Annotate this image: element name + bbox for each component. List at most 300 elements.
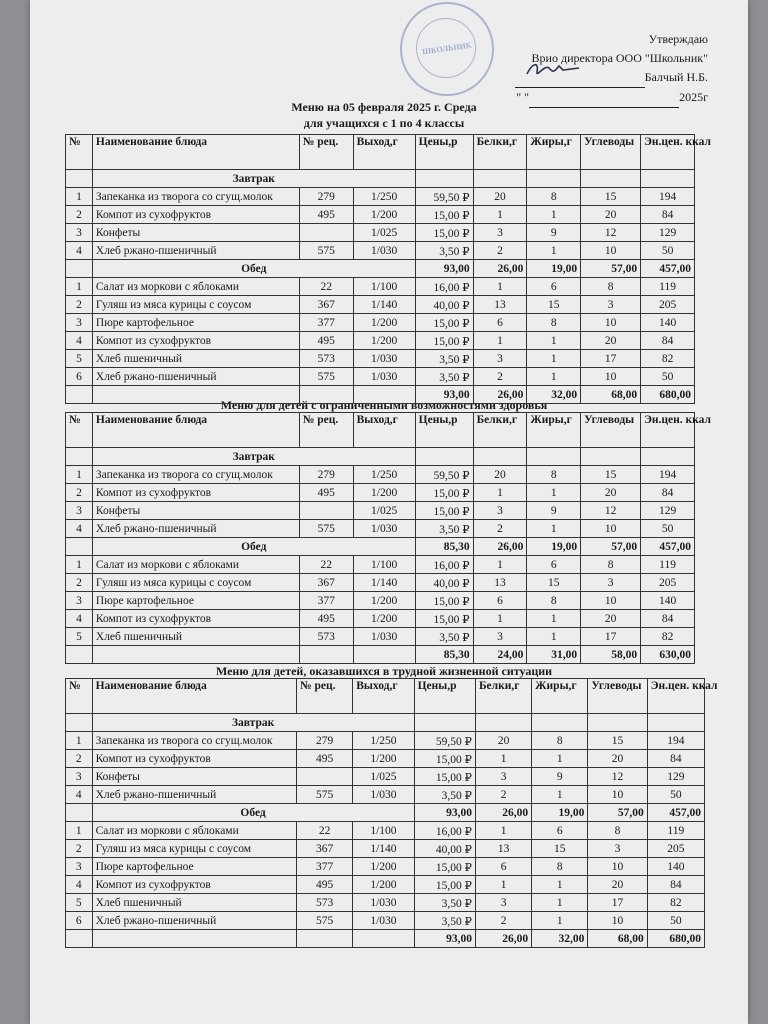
table-cell: 59,50 ₽ (415, 188, 473, 206)
table-cell: 15,00 ₽ (414, 750, 475, 768)
meal-total: 93,00 (414, 804, 475, 822)
empty-cell (66, 538, 93, 556)
table-cell: 279 (297, 732, 353, 750)
table-cell: 3 (473, 628, 527, 646)
menu-table-ovz (65, 412, 711, 664)
table-cell: 2 (66, 296, 93, 314)
table-cell: 1 (66, 556, 93, 574)
table-row (66, 314, 695, 332)
table-cell: 3,50 ₽ (415, 368, 473, 386)
grand-total: 93,00 (414, 930, 475, 948)
table-cell: 194 (641, 188, 695, 206)
table-cell: 2 (66, 206, 93, 224)
table-cell: 10 (581, 592, 641, 610)
table-cell: 6 (473, 314, 527, 332)
table-cell: 2 (66, 750, 93, 768)
table-cell: 3,50 ₽ (415, 628, 473, 646)
table-cell: 205 (641, 574, 695, 592)
column-header: Цены,р (415, 413, 473, 448)
table-cell: 1 (527, 520, 581, 538)
table-cell: 1 (473, 206, 527, 224)
table-cell: 4 (66, 332, 93, 350)
table-cell: Хлеб ржано-пшеничный (92, 368, 299, 386)
table-cell: 1/200 (353, 876, 414, 894)
grand-total: 24,00 (473, 646, 527, 664)
empty-cell (588, 714, 647, 732)
meal-label: Завтрак (92, 448, 415, 466)
table-cell: 1 (66, 822, 93, 840)
column-header: Эн.цен. ккал (647, 679, 704, 714)
approval-block (515, 30, 708, 108)
table-row (66, 592, 695, 610)
table-cell: 17 (588, 894, 647, 912)
table-cell: Конфеты (92, 502, 299, 520)
table-cell: 13 (475, 840, 531, 858)
table-cell: 1/200 (353, 750, 414, 768)
table-cell: 3 (66, 314, 93, 332)
meal-total: 93,00 (415, 260, 473, 278)
meal-total: 85,30 (415, 538, 473, 556)
table-cell: 1 (527, 350, 581, 368)
table-cell: 194 (647, 732, 704, 750)
table-cell: 8 (581, 278, 641, 296)
empty-cell (641, 170, 695, 188)
table-cell: 4 (66, 786, 93, 804)
table-cell: 15,00 ₽ (415, 332, 473, 350)
table-cell: 3 (66, 502, 93, 520)
table-row (66, 206, 695, 224)
table-cell: 1 (527, 628, 581, 646)
table-cell: 119 (647, 822, 704, 840)
table-cell: 575 (299, 242, 353, 260)
table-row (66, 912, 705, 930)
grand-total: 26,00 (475, 930, 531, 948)
table-cell: 1 (527, 332, 581, 350)
table-cell: 22 (299, 556, 353, 574)
table-cell: 15,00 ₽ (414, 768, 475, 786)
table-cell: 3 (581, 296, 641, 314)
table-cell: 2 (475, 786, 531, 804)
table-cell: 16,00 ₽ (415, 278, 473, 296)
table-cell: 1/030 (353, 350, 415, 368)
empty-cell (581, 170, 641, 188)
table-cell: 1 (66, 466, 93, 484)
column-header: Углеводы (581, 413, 641, 448)
table-row (66, 840, 705, 858)
table-cell: 4 (66, 876, 93, 894)
empty-cell (297, 930, 353, 948)
table-cell: 2 (473, 520, 527, 538)
table-cell: Хлеб ржано-пшеничный (92, 520, 299, 538)
table-cell: 367 (299, 574, 353, 592)
meal-header-row (66, 448, 695, 466)
table-cell: 575 (297, 912, 353, 930)
table-cell: Гуляш из мяса курицы с соусом (92, 574, 299, 592)
meal-total: 19,00 (527, 260, 581, 278)
table-cell: Конфеты (92, 768, 296, 786)
table-cell: 495 (299, 332, 353, 350)
table-row (66, 368, 695, 386)
table-cell: 1/030 (353, 912, 414, 930)
empty-cell (527, 448, 581, 466)
empty-cell (415, 170, 473, 188)
table-header-row (66, 679, 705, 714)
table-row (66, 332, 695, 350)
table-cell: 9 (527, 224, 581, 242)
column-header: Жиры,г (527, 413, 581, 448)
table-cell: Запеканка из творога со сгущ.молок (92, 732, 296, 750)
empty-cell (527, 170, 581, 188)
table-cell: 15 (581, 188, 641, 206)
approval-position: Врио директора ООО "Школьник" (531, 51, 708, 65)
column-header: Наименование блюда (92, 135, 299, 170)
table-cell: 575 (297, 786, 353, 804)
table-row (66, 556, 695, 574)
table-cell: 10 (588, 858, 647, 876)
table-cell: 573 (299, 628, 353, 646)
table-cell: 575 (299, 368, 353, 386)
table-cell: 6 (527, 278, 581, 296)
section-title-tjs: Меню для детей, оказавшихся в трудной жизненной ситуации (215, 664, 553, 678)
table-cell: 20 (581, 484, 641, 502)
empty-cell (415, 448, 473, 466)
table-cell: 22 (299, 278, 353, 296)
table-cell (299, 224, 353, 242)
table-cell: Хлеб ржано-пшеничный (92, 912, 296, 930)
table-cell: 1/250 (353, 188, 415, 206)
empty-cell (92, 386, 299, 404)
table-cell: 4 (66, 610, 93, 628)
table-row (66, 858, 705, 876)
table-cell: 1/030 (353, 894, 414, 912)
table-cell: 6 (532, 822, 588, 840)
table-cell: 1 (473, 332, 527, 350)
grand-total: 680,00 (647, 930, 704, 948)
table-cell: 1/140 (353, 840, 414, 858)
table-cell: 1/100 (353, 556, 415, 574)
table-cell: 1/200 (353, 610, 415, 628)
table-row (66, 502, 695, 520)
table-cell: 22 (297, 822, 353, 840)
column-header: Жиры,г (532, 679, 588, 714)
table-cell: 1/200 (353, 484, 415, 502)
table-cell: Гуляш из мяса курицы с соусом (92, 296, 299, 314)
table-row (66, 188, 695, 206)
table-cell: 2 (66, 484, 93, 502)
empty-cell (66, 714, 93, 732)
table-cell: 3,50 ₽ (415, 520, 473, 538)
column-header: № рец. (297, 679, 353, 714)
table-cell: 84 (641, 332, 695, 350)
meal-header-row (66, 714, 705, 732)
table-cell: 1 (473, 278, 527, 296)
table-cell: 1/200 (353, 592, 415, 610)
meal-total: 19,00 (532, 804, 588, 822)
column-header: Жиры,г (527, 135, 581, 170)
table-cell: Салат из моркови с яблоками (92, 822, 296, 840)
meal-total: 457,00 (641, 260, 695, 278)
table-cell: 1 (532, 894, 588, 912)
table-cell: 1/025 (353, 224, 415, 242)
table-cell: 10 (581, 368, 641, 386)
table-cell: 119 (641, 556, 695, 574)
meal-total: 26,00 (473, 538, 527, 556)
table-cell: 13 (473, 574, 527, 592)
column-header: Выход,г (353, 679, 414, 714)
table-cell: 1 (473, 484, 527, 502)
table-cell: 50 (641, 242, 695, 260)
table-cell: 15 (581, 466, 641, 484)
table-cell: 377 (299, 314, 353, 332)
table-cell: 2 (66, 574, 93, 592)
table-cell: 9 (527, 502, 581, 520)
table-cell: 1 (473, 556, 527, 574)
table-cell: 1 (475, 750, 531, 768)
meal-total: 57,00 (581, 260, 641, 278)
table-cell: 1 (66, 278, 93, 296)
table-cell: 1/250 (353, 466, 415, 484)
table-cell: 1/100 (353, 822, 414, 840)
table-cell: 1/200 (353, 332, 415, 350)
table-cell: Пюре картофельное (92, 592, 299, 610)
table-cell: 6 (66, 912, 93, 930)
table-cell: 15,00 ₽ (415, 592, 473, 610)
table-cell: Хлеб пшеничный (92, 628, 299, 646)
table-cell: 1 (527, 610, 581, 628)
table-cell: 1 (475, 822, 531, 840)
column-header: № рец. (299, 413, 353, 448)
table-cell: 15,00 ₽ (415, 224, 473, 242)
table-cell: 4 (66, 520, 93, 538)
table-cell: 575 (299, 520, 353, 538)
table-cell: 8 (581, 556, 641, 574)
table-cell: 12 (581, 224, 641, 242)
menu-table-tjs (65, 678, 718, 948)
table-cell: 6 (66, 368, 93, 386)
table-cell: 1 (66, 732, 93, 750)
table-row (66, 732, 705, 750)
table-row (66, 750, 705, 768)
table-cell: 40,00 ₽ (415, 574, 473, 592)
empty-cell (353, 930, 414, 948)
meal-label: Обед (92, 260, 415, 278)
menu-title: Меню на 05 февраля 2025 г. Среда (291, 100, 477, 114)
grand-total-row (66, 386, 695, 404)
table-cell: 3,50 ₽ (415, 242, 473, 260)
table-cell: 12 (581, 502, 641, 520)
meal-label: Завтрак (92, 714, 414, 732)
table-cell: 84 (641, 610, 695, 628)
table-cell: 3 (588, 840, 647, 858)
table-cell: 3,50 ₽ (414, 786, 475, 804)
table-cell: 377 (299, 592, 353, 610)
meal-label: Обед (92, 804, 414, 822)
table-cell: 1 (532, 786, 588, 804)
table-cell: 10 (581, 520, 641, 538)
table-cell: Конфеты (92, 224, 299, 242)
approval-year: 2025г (679, 90, 708, 104)
column-header: Белки,г (473, 413, 527, 448)
table-cell: 6 (527, 556, 581, 574)
column-header: Цены,р (414, 679, 475, 714)
table-cell: 3,50 ₽ (415, 350, 473, 368)
table-cell: 129 (641, 502, 695, 520)
table-row (66, 574, 695, 592)
column-header: Наименование блюда (92, 413, 299, 448)
grand-total-row (66, 646, 695, 664)
table-cell: 495 (299, 484, 353, 502)
table-row (66, 484, 695, 502)
table-cell: 1 (532, 876, 588, 894)
column-header: Углеводы (581, 135, 641, 170)
table-cell: 279 (299, 466, 353, 484)
table-cell: 20 (588, 876, 647, 894)
table-cell: 6 (473, 592, 527, 610)
table-cell: 12 (588, 768, 647, 786)
table-cell: 205 (647, 840, 704, 858)
grand-total: 32,00 (527, 386, 581, 404)
table-cell: 10 (588, 786, 647, 804)
meal-total: 26,00 (473, 260, 527, 278)
table-cell: Компот из сухофруктов (92, 876, 296, 894)
table-cell: 20 (473, 188, 527, 206)
table-cell: Салат из моркови с яблоками (92, 278, 299, 296)
approval-date-quotes: " " (516, 90, 530, 104)
grand-total: 58,00 (581, 646, 641, 664)
table-cell: 8 (532, 732, 588, 750)
column-header: № (66, 679, 93, 714)
table-cell: 4 (66, 242, 93, 260)
table-cell: 1/025 (353, 502, 415, 520)
table-cell: 3 (475, 894, 531, 912)
menu-table-grades-1-4 (65, 134, 711, 404)
column-header: Цены,р (415, 135, 473, 170)
table-cell: 3 (475, 768, 531, 786)
table-cell: 1/030 (353, 368, 415, 386)
table-cell: 1 (475, 876, 531, 894)
empty-cell (641, 448, 695, 466)
table-cell: 5 (66, 894, 93, 912)
table-cell: 495 (297, 876, 353, 894)
empty-cell (473, 448, 527, 466)
meal-total: 26,00 (475, 804, 531, 822)
table-row (66, 350, 695, 368)
table-cell: 1 (532, 750, 588, 768)
table-cell: Салат из моркови с яблоками (92, 556, 299, 574)
grand-total: 93,00 (415, 386, 473, 404)
menu-subtitle: для учащихся с 1 по 4 классы (303, 116, 465, 130)
table-cell: 8 (527, 592, 581, 610)
table-cell: 50 (641, 368, 695, 386)
grand-total-row (66, 930, 705, 948)
table-cell: 5 (66, 350, 93, 368)
table-cell: 194 (641, 466, 695, 484)
table-cell: 3 (473, 224, 527, 242)
table-cell: 40,00 ₽ (414, 840, 475, 858)
empty-cell (66, 386, 93, 404)
table-cell: 1/200 (353, 206, 415, 224)
table-row (66, 466, 695, 484)
empty-cell (353, 386, 415, 404)
table-cell: 3 (581, 574, 641, 592)
table-cell: 279 (299, 188, 353, 206)
empty-cell (473, 170, 527, 188)
table-row (66, 296, 695, 314)
column-header: Выход,г (353, 413, 415, 448)
signature-line (515, 68, 645, 88)
table-cell: 3 (473, 502, 527, 520)
table-cell: Хлеб ржано-пшеничный (92, 242, 299, 260)
table-cell: Компот из сухофруктов (92, 750, 296, 768)
table-cell: 2 (66, 840, 93, 858)
table-cell: 367 (299, 296, 353, 314)
column-header: Белки,г (473, 135, 527, 170)
approval-title: Утверждаю (648, 32, 708, 46)
table-cell: 3 (66, 592, 93, 610)
table-row (66, 628, 695, 646)
table-cell: 1/250 (353, 732, 414, 750)
meal-label: Обед (92, 538, 415, 556)
table-cell: 5 (66, 628, 93, 646)
table-cell: Запеканка из творога со сгущ.молок (92, 466, 299, 484)
grand-total: 32,00 (532, 930, 588, 948)
table-cell: 17 (581, 628, 641, 646)
empty-cell (92, 930, 296, 948)
table-cell: 50 (647, 912, 704, 930)
column-header: Эн.цен. ккал (641, 135, 695, 170)
section-title-ovz: Меню для детей с ограниченными возможностями здоровья (220, 398, 548, 412)
table-cell: 1/030 (353, 628, 415, 646)
column-header: № (66, 413, 93, 448)
table-cell: Хлеб пшеничный (92, 894, 296, 912)
approval-signer: Балчый Н.Б. (644, 70, 708, 84)
table-cell: 20 (581, 610, 641, 628)
table-cell: 1 (527, 242, 581, 260)
grand-total: 68,00 (588, 930, 647, 948)
meal-total: 457,00 (641, 538, 695, 556)
table-cell: 15,00 ₽ (415, 206, 473, 224)
table-cell: 8 (532, 858, 588, 876)
table-cell: 8 (527, 314, 581, 332)
table-cell: 13 (473, 296, 527, 314)
table-cell: 3 (66, 858, 93, 876)
table-cell: 1/030 (353, 242, 415, 260)
table-cell: 1/200 (353, 314, 415, 332)
column-header: Белки,г (475, 679, 531, 714)
table-cell: 59,50 ₽ (415, 466, 473, 484)
table-cell: Запеканка из творога со сгущ.молок (92, 188, 299, 206)
table-cell: 2 (475, 912, 531, 930)
column-header: Наименование блюда (92, 679, 296, 714)
table-cell: 15,00 ₽ (415, 502, 473, 520)
table-cell: 10 (581, 242, 641, 260)
table-cell: 84 (647, 750, 704, 768)
table-cell: 1/025 (353, 768, 414, 786)
table-cell: 1 (527, 368, 581, 386)
empty-cell (66, 930, 93, 948)
empty-cell (299, 646, 353, 664)
empty-cell (475, 714, 531, 732)
grand-total: 26,00 (473, 386, 527, 404)
company-stamp (400, 2, 494, 96)
empty-cell (66, 260, 93, 278)
table-row (66, 610, 695, 628)
empty-cell (66, 804, 93, 822)
meal-total: 19,00 (527, 538, 581, 556)
table-cell: Хлеб ржано-пшеничный (92, 786, 296, 804)
table-cell: 1 (66, 188, 93, 206)
table-cell: 16,00 ₽ (414, 822, 475, 840)
